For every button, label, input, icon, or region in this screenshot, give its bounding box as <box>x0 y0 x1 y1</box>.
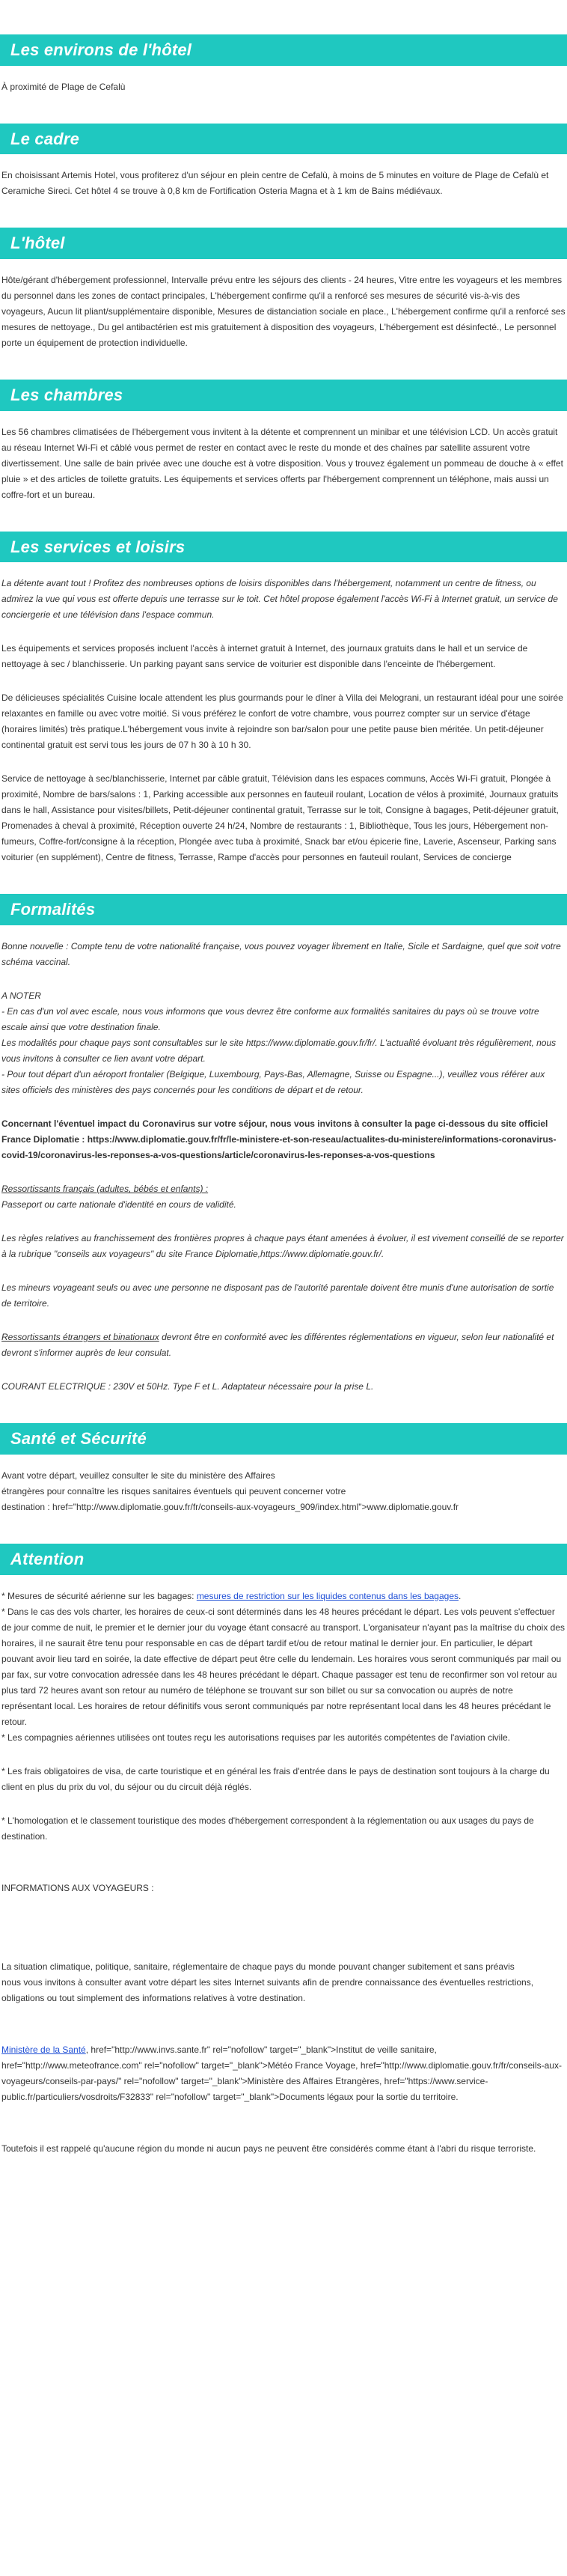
section-title-attention: Attention <box>0 1544 567 1575</box>
formalites-note-1: - En cas d'un vol avec escale, nous vous informons que vous devrez être conforme aux formalités sanitaires du pays où se trouve votre escale ainsi que votre destination finale. <box>1 1006 539 1033</box>
formalites-rules-text: Les règles relatives au franchissement des frontières propres à chaque pays étant amenées à évoluer, il est vivement conseillé de se reporter à la rubrique "conseils aux voyageurs" du site France Diplomatie,https://www.diplomatie.gouv.fr/. <box>1 1233 564 1260</box>
formalites-foreign <box>1 1330 566 1361</box>
formalites-nationals-label: Ressortissants français (adultes, bébés et enfants) : <box>1 1184 209 1195</box>
attention-info-title: INFORMATIONS AUX VOYAGEURS : <box>1 1882 154 1893</box>
section-title-cadre: Le cadre <box>0 124 567 155</box>
spacer <box>1 1914 566 1959</box>
attention-ministries <box>1 2042 566 2105</box>
attention-security-prefix: * Mesures de sécurité aérienne sur les bagages: <box>1 1590 197 1601</box>
sante-line-3: destination : href="http://www.diplomatie.gouv.fr/fr/conseils-aux-voyageurs_909/index.html">www.diplomatie.gouv.fr <box>1 1501 459 1512</box>
sante-text <box>1 1468 566 1515</box>
section-sante <box>0 1423 567 1515</box>
section-hotel <box>0 228 567 351</box>
section-services <box>0 532 567 866</box>
formalites-nationals-text: Passeport ou carte nationale d'identité en cours de validité. <box>1 1199 236 1211</box>
attention-charter-text: * Dans le cas des vols charter, les horaires de ceux-ci sont déterminés dans les 48 heures précédant le départ. Les vols peuvent s'effectuer de jour comme de nuit, le premier et le dernier jour du voyage étant consacré au transport. L'organisateur n'ayant pas la maîtrise du choix des horaires, il ne saurait être tenu pour responsable en cas de départ tardif et/ou de retour matinal le dernier jour. En particulier, le départ pouvant avoir lieu tard en soirée, la date effective de départ peut être celle du lendemain. Les horaires vous seront communiqués par mail ou par fax, sur votre convocation adressée dans les 48 heures précédant le départ. Chaque passager est tenu de reconfirmer son vol retour au plus tard 72 heures avant son retour au numéro de téléphone se trouvant sur son billet ou sur sa convocation ou auprès de notre représentant local. Les horaires de retour définitifs vous seront communiqués par notre représentant local dans les 48 heures précédant le retour. <box>1 1606 565 1727</box>
sante-line-1: Avant votre départ, veuillez consulter le site du ministère des Affaires <box>1 1470 275 1481</box>
formalites-foreign-text: devront être en conformité avec les différentes réglementations en vigueur, selon leur nationalité et devront s'informer auprès de leur consulat. <box>1 1332 554 1359</box>
formalites-note-title: A NOTER <box>1 990 41 1002</box>
spacer <box>1 1863 566 1881</box>
services-equipment: Les équipements et services proposés incluent l'accès à internet gratuit à Internet, des journaux gratuits dans le hall et un service de nettoyage à sec / blanchisserie. Un parking payant sans service de voiturier est disponible dans l'enceinte de l'hébergement. <box>1 643 528 670</box>
section-environs <box>0 34 567 95</box>
hotel-text: Hôte/gérant d'hébergement professionnel, Intervalle prévu entre les séjours des clients - 24 heures, Vitre entre les voyageurs et les membres du personnel dans les zones de contact principales, L'hébergement confirme qu'il a renforcé ses mesures de sécurité vis-à-vis des voyageurs, Aucun lit pliant/supplémentaire disponible, Mesures de distanciation sociale en place., L'hébergement confirme qu'il a renforcé ses mesures de nettoyage., Du gel antibactérien est mis gratuitement à disposition des voyageurs, L'hébergement est désinfecté., Le personnel porte un équipement de protection individuelle. <box>1 275 566 349</box>
formalites-note-2: Les modalités pour chaque pays sont consultables sur le site https://www.diplomatie.gouv.fr/fr/. L'actualité évoluant très régulièrement, nous vous invitons à consulter ce lien avant votre départ. <box>1 1038 557 1065</box>
sante-line-2: étrangères pour connaître les risques sanitaires éventuels qui peuvent concerner votre <box>1 1485 346 1496</box>
attention-situation-line-2: nous vous invitons à consulter avant votre départ les sites Internet suivants afin de prendre connaissance des éventuelles restrictions, obligations ou tout simplement des informations relatives à votre destination. <box>1 1976 534 2003</box>
spacer <box>1 2024 566 2042</box>
ministry-health-link[interactable]: Ministère de la Santé <box>1 2044 86 2055</box>
services-list: Service de nettoyage à sec/blanchisserie, Internet par câble gratuit, Télévision dans les espaces communs, Accès Wi-Fi gratuit, Plongée à proximité, Nombre de bars/salons : 1, Parking accessible aux personnes en fauteuil roulant, Location de vélos à proximité, Journaux gratuits dans le hall, Assistance pour visites/billets, Petit-déjeuner continental gratuit, Terrasse sur le toit, Consigne à bagages, Petit-déjeuner gratuit, Promenades à cheval à proximité, Réception ouverte 24 h/24, Nombre de restaurants : 1, Bibliothèque, Tous les jours, Hébergement non-fumeurs, Coffre-fort/consigne à la réception, Plongée avec tuba à proximité, Snack bar et/ou épicerie fine, Laverie, Ascenseur, Parking sans voiturier (en supplément), Centre de fitness, Terrasse, Rampe d'accès pour personnes en fauteuil roulant, Services de concierge <box>1 773 559 863</box>
section-title-hotel: L'hôtel <box>0 228 567 259</box>
chambres-text: Les 56 chambres climatisées de l'hébergement vous invitent à la détente et comprennent un minibar et une télévision LCD. Un accès gratuit au réseau Internet Wi-Fi et câblé vous permet de rester en contact avec le reste du monde et des chaînes par satellite assurent votre divertissement. Une salle de bain privée avec une douche est à votre disposition. Vous y trouvez également un pommeau de douche à « effet pluie » et des articles de toilette gratuits. Les équipements et services offerts par l'hébergement comprennent un téléphone, mais aussi un coffre-fort et un bureau. <box>1 426 563 500</box>
attention-homologation-text: * L'homologation et le classement touristique des modes d'hébergement correspondent à la réglementation ou aux usages du pays de destination. <box>1 1815 534 1842</box>
services-intro: La détente avant tout ! Profitez des nombreuses options de loisirs disponibles dans l'hébergement, notamment un centre de fitness, ou admirez la vue qui vous est offerte depuis une terrasse sur le toit. Cet hôtel propose également l'accès Wi-Fi à Internet gratuit, un service de conciergerie et une télévision dans l'espace commun. <box>1 578 558 621</box>
section-title-environs: Les environs de l'hôtel <box>0 34 567 66</box>
attention-security <box>1 1589 566 1604</box>
formalites-minors-text: Les mineurs voyageant seuls ou avec une personne ne disposant pas de l'autorité parentale doivent être munis d'une autorisation de sortie de territoire. <box>1 1282 554 1309</box>
section-cadre <box>0 124 567 200</box>
environs-text: À proximité de Plage de Cefalù <box>1 81 126 92</box>
page <box>0 34 567 2157</box>
attention-security-suffix: . <box>459 1590 462 1601</box>
section-title-chambres: Les chambres <box>0 380 567 411</box>
formalites-electric-text: COURANT ELECTRIQUE : 230V et 50Hz. Type F et L. Adaptateur nécessaire pour la prise L. <box>1 1381 374 1392</box>
attention-companies-text: * Les compagnies aériennes utilisées ont toutes reçu les autorisations requises par les autorités compétentes de l'aviation civile. <box>1 1732 510 1743</box>
section-chambres <box>0 380 567 503</box>
cadre-text: En choisissant Artemis Hotel, vous profiterez d'un séjour en plein centre de Cefalù, à moins de 5 minutes en voiture de Plage de Cefalù et Ceramiche Sireci. Cet hôtel 4 se trouve à 0,8 km de Fortification Osteria Magna et à 1 km de Bains médiévaux. <box>1 170 549 197</box>
attention-situation-line-1: La situation climatique, politique, sanitaire, réglementaire de chaque pays du monde pouvant changer subitement et sans préavis <box>1 1961 515 1972</box>
attention-terror-text: Toutefois il est rappelé qu'aucune région du monde ni aucun pays ne peuvent être considérés comme étant à l'abri du risque terroriste. <box>1 2143 536 2154</box>
section-attention <box>0 1544 567 2157</box>
formalites-foreign-label: Ressortissants étrangers et binationaux <box>1 1332 159 1343</box>
section-formalites <box>0 894 567 1395</box>
formalites-covid-notice: Concernant l'éventuel impact du Coronavirus sur votre séjour, nous vous invitons à consulter la page ci-dessous du site officiel France Diplomatie : https://www.diplomatie.gouv.fr/fr/le-ministere-et-son-reseau/actualites-du-ministere/informations-coronavirus-covid-19/coronavirus-les-reponses-a-vos-questions/article/coronavirus-les-reponses-a-vos-questions <box>1 1118 557 1161</box>
formalites-note-3: - Pour tout départ d'un aéroport frontalier (Belgique, Luxembourg, Pays-Bas, Allemagne, Suisse ou Espagne...), veuillez vous référer aux sites officiels des ministères des pays concernés pour les conditions de départ et de retour. <box>1 1069 545 1096</box>
services-dining: De délicieuses spécialités Cuisine locale attendent les plus gourmands pour le dîner à Villa dei Melograni, un restaurant idéal pour une soirée relaxantes en famille ou avec votre moitié. Si vous préférez le confort de votre chambre, vous pourrez compter sur un service d'étage (horaires limités) très pratique.L'hébergement vous invite à rejoindre son bar/salon pour une petite pause bien méritée. Un petit-déjeuner continental gratuit est servi tous les jours de 07 h 30 à 10 h 30. <box>1 692 563 751</box>
attention-ministries-text: , href="http://www.invs.sante.fr" rel="nofollow" target="_blank">Institut de veille sanitaire, href="http://www.meteofrance.com" rel="nofollow" target="_blank">Météo France Voyage, href="http://www.diplomatie.gouv.fr/fr/conseils-aux-voyageurs/conseils-par-pays/" rel="nofollow" target="_blank">Ministère des Affaires Etrangères, href="https://www.service-public.fr/particuliers/vosdroits/F32833" rel="nofollow" target="_blank">Documents légaux pour la sortie du territoire. <box>1 2044 562 2102</box>
section-title-sante: Santé et Sécurité <box>0 1423 567 1455</box>
formalites-vaccine-text: Bonne nouvelle : Compte tenu de votre nationalité française, vous pouvez voyager librement en Italie, Sicile et Sardaigne, quel que soit votre schéma vaccinal. <box>1 941 561 968</box>
section-title-services: Les services et loisirs <box>0 532 567 563</box>
attention-fees-text: * Les frais obligatoires de visa, de carte touristique et en général les frais d'entrée dans le pays de destination sont toujours à la charge du client en plus du prix du vol, du séjour ou du circuit déjà réglés. <box>1 1765 550 1792</box>
section-title-formalites: Formalités <box>0 894 567 925</box>
spacer <box>1 2123 566 2141</box>
liquids-restriction-link[interactable]: mesures de restriction sur les liquides contenus dans les bagages <box>196 1590 459 1601</box>
